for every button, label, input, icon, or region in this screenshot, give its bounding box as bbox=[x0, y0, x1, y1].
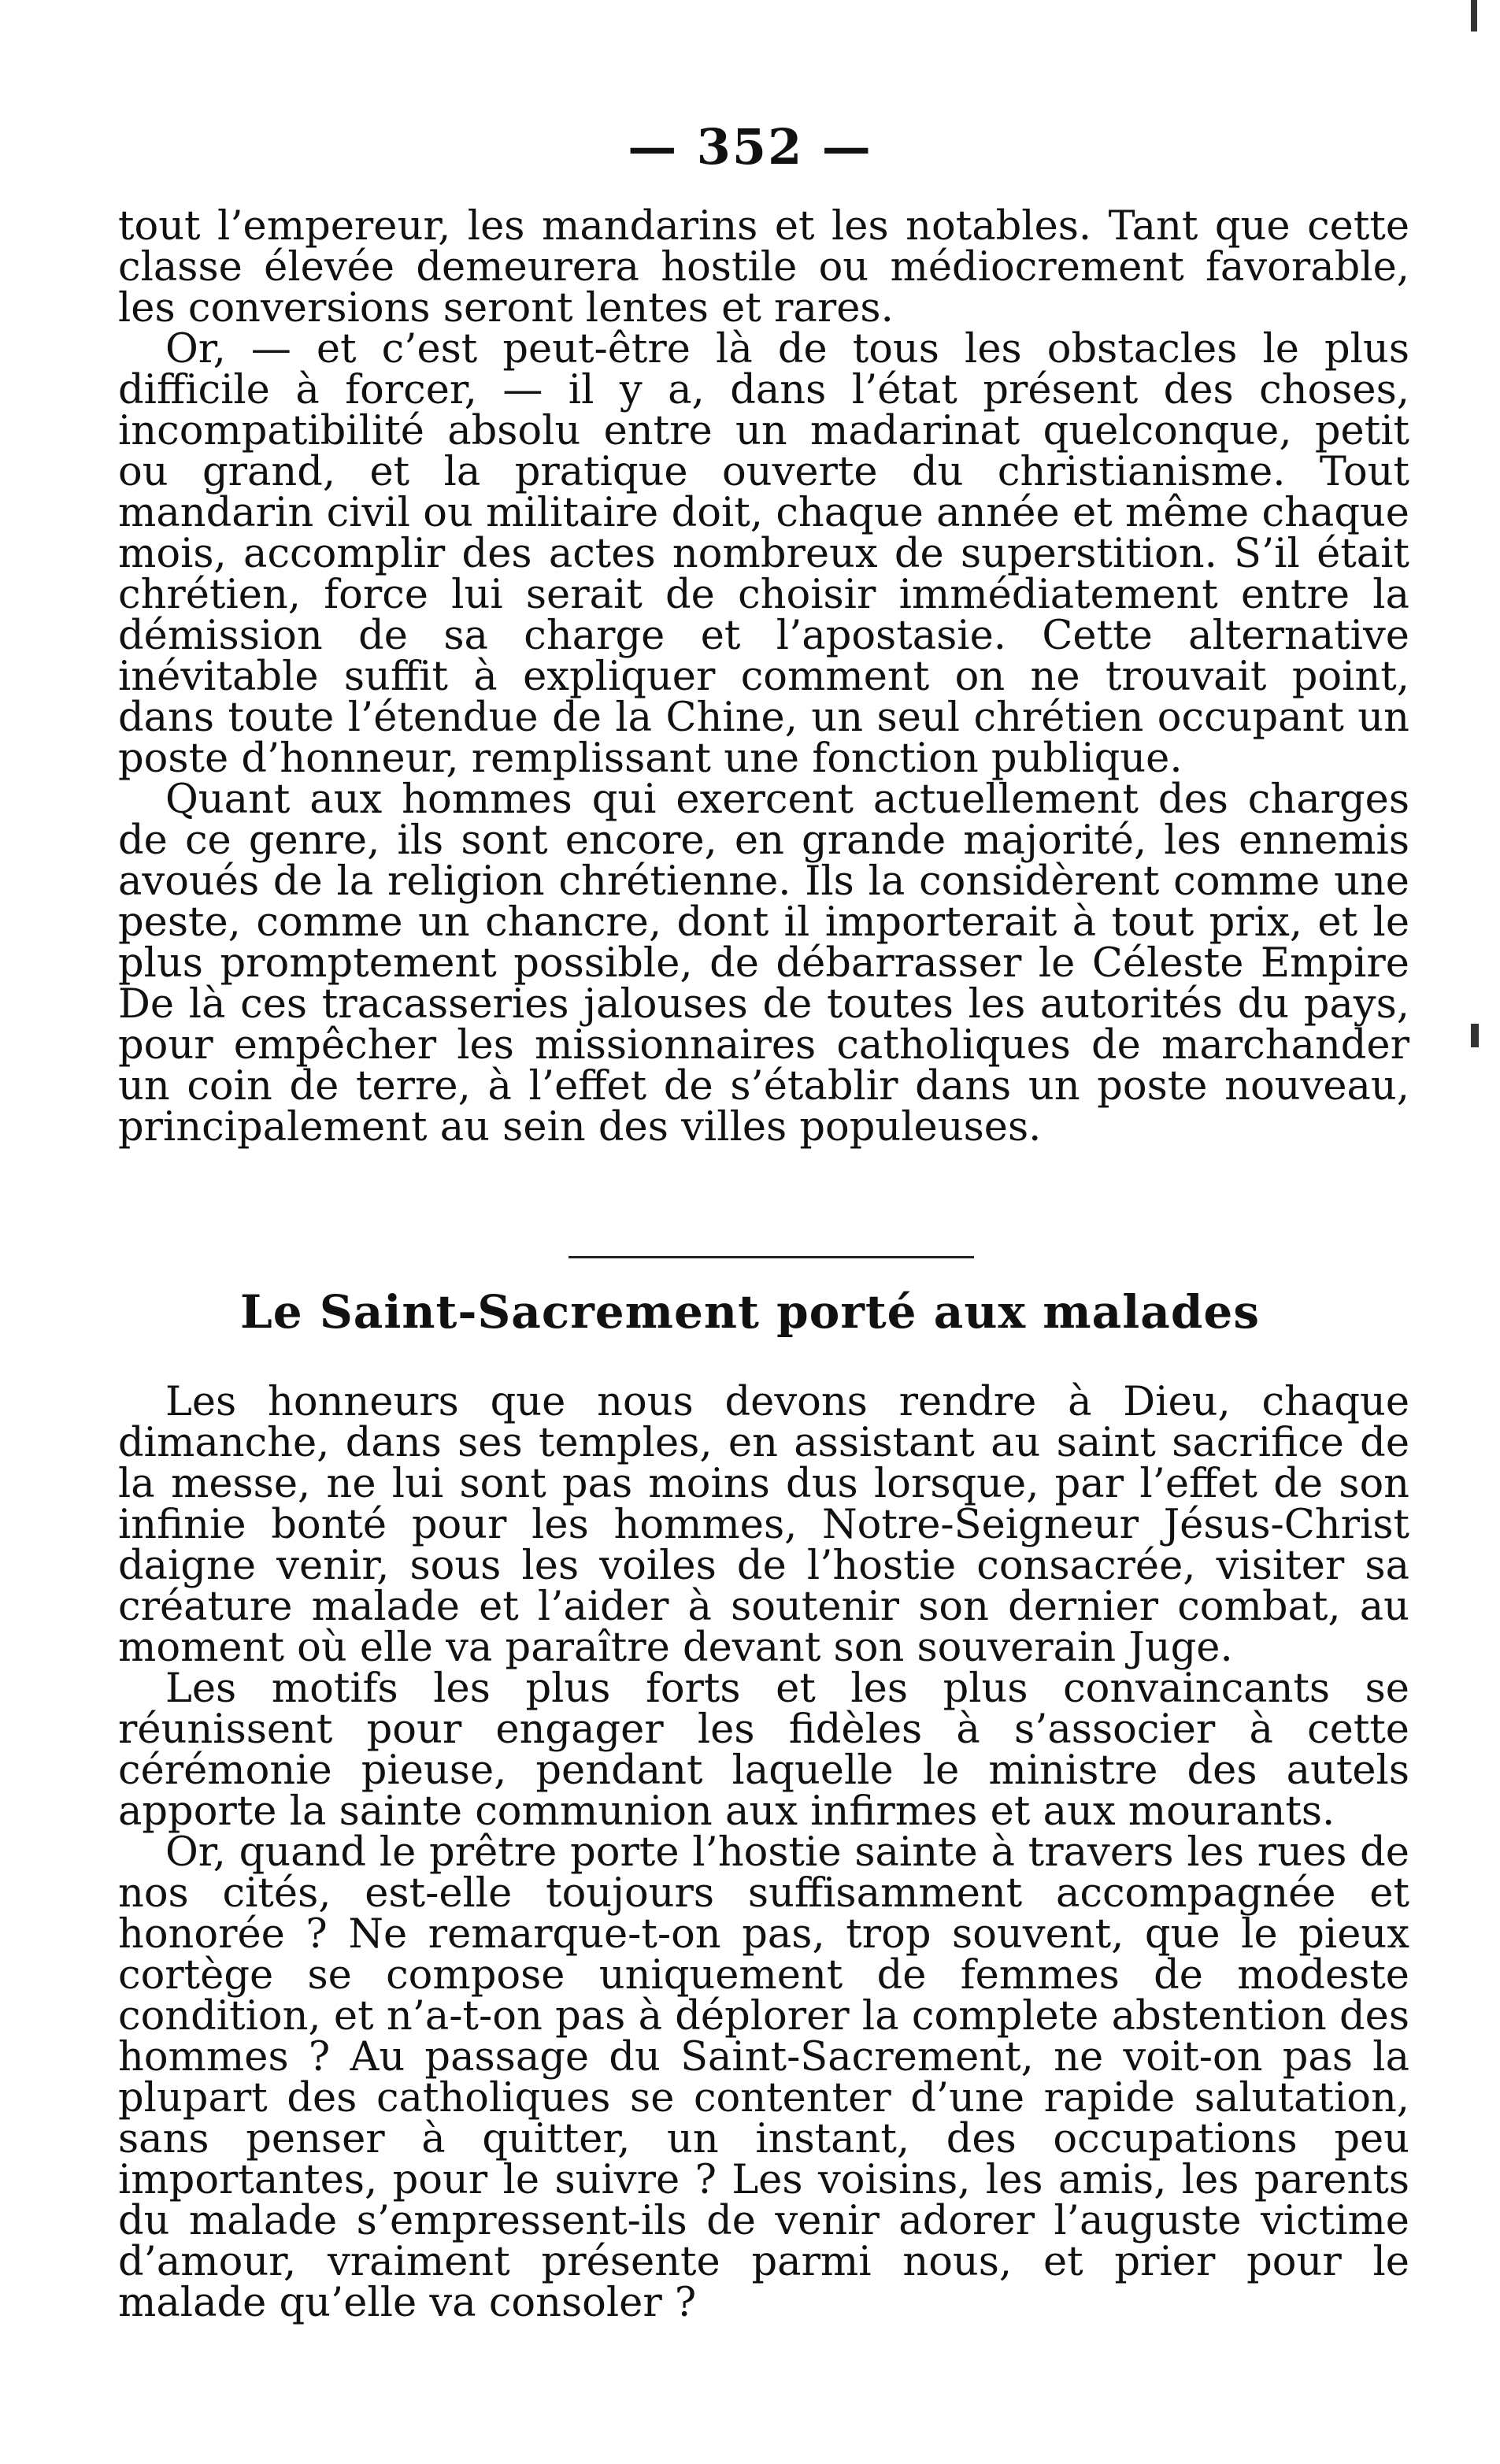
scan-edge-mark bbox=[1471, 0, 1477, 31]
paragraph: Les honneurs que nous devons rendre à Dieu, chaque dimanche, dans ses temples, en assistant au saint sacrifice de la messe, ne lui sont pas moins dus lorsque, par l’effet de son infinie bonté pour les hommes, Notre-Seigneur Jésus-Christ daigne venir, sous les voiles de l’hostie consacrée, visiter sa créature malade et l’aider à soutenir son dernier combat, au moment où elle va paraître devant son souverain Juge. bbox=[118, 1379, 1409, 1671]
body-text-top bbox=[118, 203, 1409, 1150]
paragraph: Les motifs les plus forts et les plus convaincants se réunissent pour engager les fidèles à s’associer à cette cérémonie pieuse, pendant laquelle le ministre des autels apporte la sainte communion aux infirmes et aux mourants. bbox=[118, 1666, 1409, 1835]
paragraph: Or, quand le prêtre porte l’hostie sainte à travers les rues de nos cités, est-elle toujours suffisamment accompagnée et honorée ? Ne remarque-t-on pas, trop souvent, que le pieux cortège se compose uniquement de femmes de modeste condition, et n’a-t-on pas à déplorer la complete abstention des hommes ? Au passage du Saint-Sacrement, ne voit-on pas la plupart des catholiques se contenter d’une rapide salutation, sans penser à quitter, un instant, des occupations peu importantes, pour le suivre ? Les voisins, les amis, les parents du malade s’empressent-ils de venir adorer l’auguste victime d’amour, vraiment présente parmi nous, et prier pour le malade qu’elle va consoler ? bbox=[118, 1829, 1409, 2326]
section-title: Le Saint-Sacrement porté aux malades bbox=[240, 1285, 1260, 1339]
scan-edge-mark bbox=[1471, 1024, 1479, 1047]
body-text-bottom bbox=[118, 1379, 1409, 2326]
section-divider bbox=[569, 1256, 974, 1258]
paragraph: Quant aux hommes qui exercent actuellement des charges de ce genre, ils sont encore, en grande majorité, les ennemis avoués de la religion chrétienne. Ils la considèrent comme une peste, comme un chancre, dont il importerait à tout prix, et le plus promptement possible, de débarrasser le Céleste Empire De là ces tracasseries jalouses de toutes les autorités du pays, pour empêcher les missionnaires catholiques de marchander un coin de terre, à l’effet de s’établir dans un poste nouveau, principalement au sein des villes populeuses. bbox=[118, 776, 1409, 1150]
page-number: — 352 — bbox=[628, 118, 872, 176]
paragraph: Or, — et c’est peut-être là de tous les obstacles le plus difficile à forcer, — il y a, dans l’état présent des choses, incompatibilité absolu entre un madarinat quelconque, petit ou grand, et la pratique ouverte du christianisme. Tout mandarin civil ou militaire doit, chaque année et même chaque mois, accomplir des actes nombreux de superstition. S’il était chrétien, force lui serait de choisir immédiatement entre la démission de sa charge et l’apostasie. Cette alternative inévitable suffit à expliquer comment on ne trouvait point, dans toute l’étendue de la Chine, un seul chrétien occupant un poste d’honneur, remplissant une fonction publique. bbox=[118, 326, 1409, 782]
paragraph: tout l’empereur, les mandarins et les notables. Tant que cette classe élevée demeurera hostile ou médiocrement favorable, les conversions seront lentes et rares. bbox=[118, 203, 1409, 332]
